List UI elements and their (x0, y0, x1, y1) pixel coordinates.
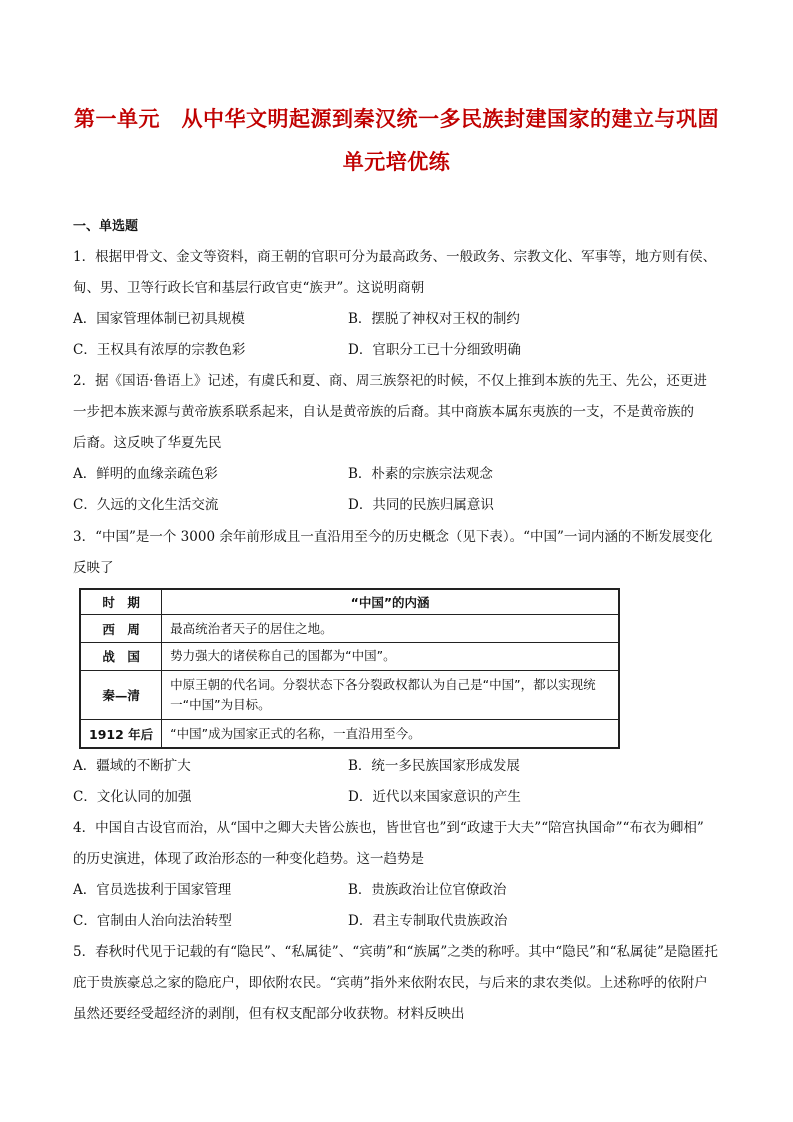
option-b: B．贵族政治让位官僚政治 (348, 882, 507, 898)
table-cell-period: 秦—清 (80, 670, 162, 720)
question-text-line: 一步把本族来源与黄帝族系联系起来，自认是黄帝族的后裔。其中商族本属东夷族的一支，不是黄帝族的 (73, 404, 694, 420)
question-text-line: 甸、男、卫等行政长官和基层行政官吏“族尹”。这说明商朝 (73, 280, 425, 296)
option-b: B．统一多民族国家形成发展 (348, 758, 520, 774)
question-text-line: 4．中国自古设官而治，从“国中之卿大夫皆公族也，皆世官也”到“政逮于大夫”“陪宫执国命”“布衣为卿相” (73, 820, 704, 836)
question-text-line: 5．春秋时代见于记载的有“隐民”、“私属徒”、“宾萌”和“族属”之类的称呼。其中“隐民”和“私属徒”是隐匿托 (73, 944, 718, 960)
table-cell-period: 战 国 (80, 643, 162, 671)
option-b: B．摆脱了神权对王权的制约 (348, 311, 520, 327)
option-b: B．朴素的宗族宗法观念 (348, 466, 493, 482)
question-text-line: 后裔。这反映了华夏先民 (73, 435, 222, 451)
option-a: A．疆域的不断扩大 (73, 758, 191, 774)
question-text-line: 庇于贵族豪总之家的隐庇户，即依附农民。“宾萌”指外来依附农民，与后来的隶农类似。上述称呼的依附户 (73, 975, 708, 991)
table-cell-meaning: 势力强大的诸侯称自己的国都为“中国”。 (162, 643, 619, 671)
table-row (80, 670, 619, 720)
table-header-meaning: “中国”的内涵 (162, 589, 619, 615)
table-cell-meaning: 中原王朝的代名词。分裂状态下各分裂政权都认为自己是“中国”，都以实现统一“中国”为目标。 (162, 670, 619, 720)
table-cell-meaning: 最高统治者天子的居住之地。 (162, 615, 619, 643)
question-text-line: 2．据《国语·鲁语上》记述，有虞氏和夏、商、周三族祭祀的时候，不仅上推到本族的先王、先公，还更进 (73, 373, 707, 389)
question-text-line: 反映了 (73, 560, 114, 576)
option-c: C．官制由人治向法治转型 (73, 913, 232, 929)
table-header-row (80, 589, 619, 615)
option-a: A．官员选拔利于国家管理 (73, 882, 232, 898)
question-text-line: 的历史演进，体现了政治形态的一种变化趋势。这一趋势是 (73, 851, 424, 867)
option-d: D．官职分工已十分细致明确 (348, 342, 521, 358)
option-d: D．近代以来国家意识的产生 (348, 789, 521, 805)
question-text-line: 3．“中国”是一个 3000 余年前形成且一直沿用至今的历史概念（见下表）。“中国”一词内涵的不断发展变化 (73, 529, 713, 545)
option-c: C．文化认同的加强 (73, 789, 192, 805)
option-d: D．共同的民族归属意识 (348, 497, 494, 513)
option-d: D．君主专制取代贵族政治 (348, 913, 508, 929)
table-cell-period: 西 周 (80, 615, 162, 643)
table-cell-meaning: “中国”成为国家正式的名称，一直沿用至今。 (162, 720, 619, 748)
section-heading: 一、单选题 (73, 219, 139, 234)
table-row (80, 615, 619, 643)
table-row (80, 643, 619, 671)
document-subtitle: 单元培优练 (342, 150, 451, 174)
option-a: A．国家管理体制已初具规模 (73, 311, 245, 327)
table-header-period: 时 期 (80, 589, 162, 615)
question-text-line: 虽然还要经受超经济的剥削，但有权支配部分收获物。材料反映出 (73, 1006, 465, 1022)
option-c: C．久远的文化生活交流 (73, 497, 219, 513)
option-a: A．鲜明的血缘亲疏色彩 (73, 466, 218, 482)
table-row (80, 720, 619, 748)
document-title: 第一单元 从中华文明起源到秦汉统一多民族封建国家的建立与巩固 (74, 107, 719, 131)
table-cell-period: 1912 年后 (80, 720, 162, 748)
question-text-line: 1．根据甲骨文、金文等资料，商王朝的官职可分为最高政务、一般政务、宗教文化、军事等，地方则有侯、 (73, 249, 717, 265)
option-c: C．王权具有浓厚的宗教色彩 (73, 342, 246, 358)
history-table (79, 588, 620, 749)
